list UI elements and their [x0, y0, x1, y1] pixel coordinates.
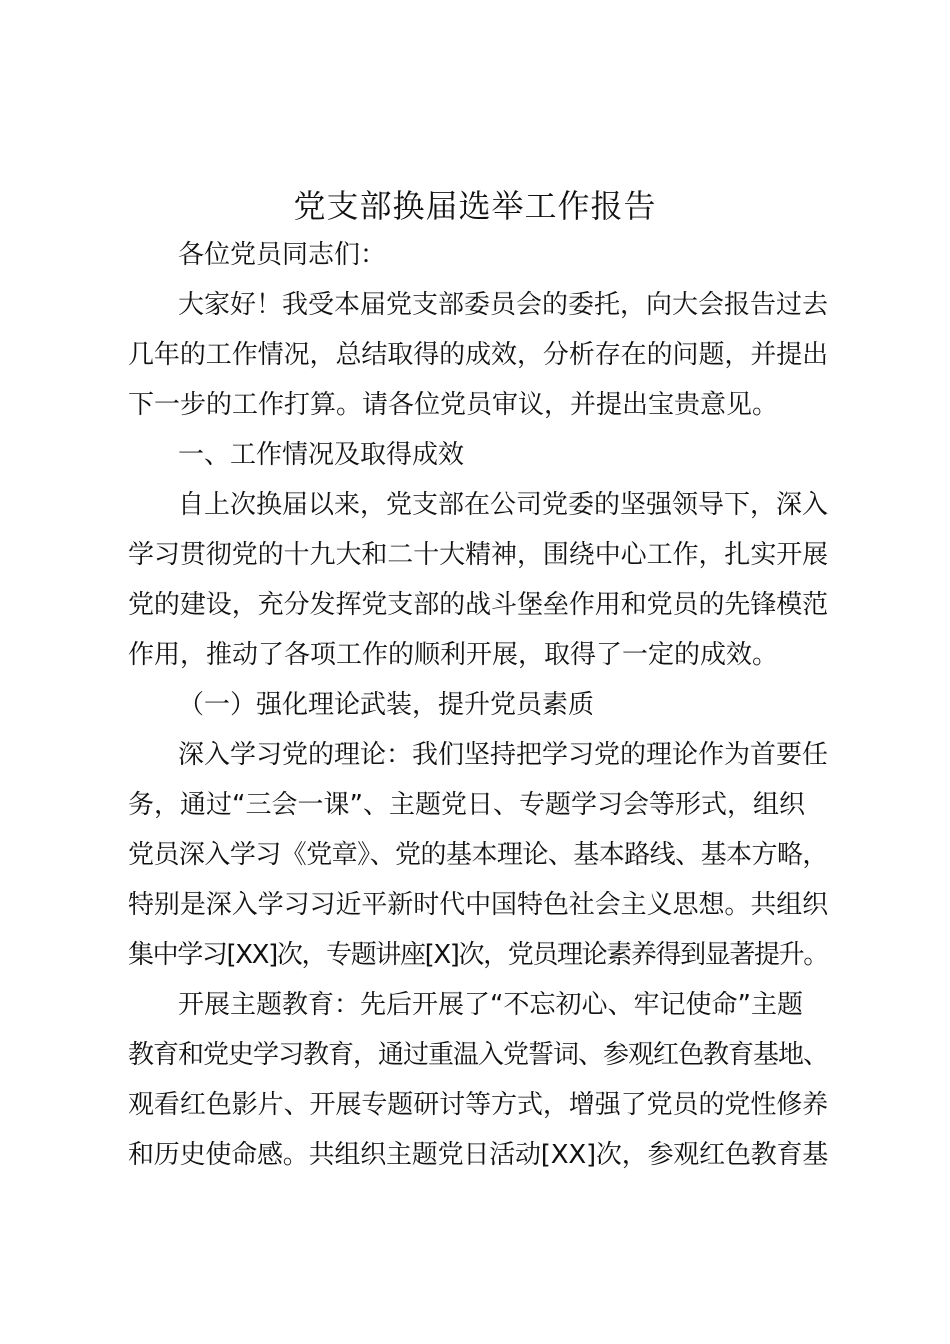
body-line: 学习贯彻党的十九大和二十大精神，围绕中心工作，扎实开展	[128, 540, 829, 570]
body-line: 各位党员同志们：	[178, 240, 387, 270]
body-line: 和历史使命感。共组织主题党日活动[XX]次，参观红色教育基	[128, 1140, 829, 1170]
body-line: 务，通过“三会一课”、主题党日、专题学习会等形式，组织	[128, 790, 805, 820]
body-line: 作用，推动了各项工作的顺利开展，取得了一定的成效。	[128, 640, 779, 670]
body-line: （一）强化理论武装，提升党员素质	[178, 690, 595, 720]
body-line: 党的建设，充分发挥党支部的战斗堡垒作用和党员的先锋模范	[128, 590, 829, 620]
body-line: 特别是深入学习习近平新时代中国特色社会主义思想。共组织	[128, 890, 829, 920]
document-title: 党支部换届选举工作报告	[293, 187, 657, 225]
body-line: 下一步的工作打算。请各位党员审议，并提出宝贵意见。	[128, 390, 779, 420]
body-line: 党员深入学习《党章》、党的基本理论、基本路线、基本方略，	[128, 840, 828, 870]
body-line: 教育和党史学习教育，通过重温入党誓词、参观红色教育基地、	[128, 1040, 829, 1070]
body-line: 自上次换届以来，党支部在公司党委的坚强领导下，深入	[178, 490, 829, 520]
body-line: 观看红色影片、开展专题研讨等方式，增强了党员的党性修养	[128, 1090, 829, 1120]
body-line: 集中学习[XX]次，专题讲座[X]次，党员理论素养得到显著提升。	[128, 940, 828, 970]
body-line: 大家好！我受本届党支部委员会的委托，向大会报告过去	[178, 290, 829, 320]
body-line: 几年的工作情况，总结取得的成效，分析存在的问题，并提出	[128, 340, 829, 370]
body-line: 开展主题教育：先后开展了“不忘初心、牢记使命”主题	[178, 990, 803, 1020]
document-body	[128, 230, 828, 1180]
body-line: 深入学习党的理论：我们坚持把学习党的理论作为首要任	[178, 740, 829, 770]
body-line: 一、工作情况及取得成效	[178, 440, 465, 470]
